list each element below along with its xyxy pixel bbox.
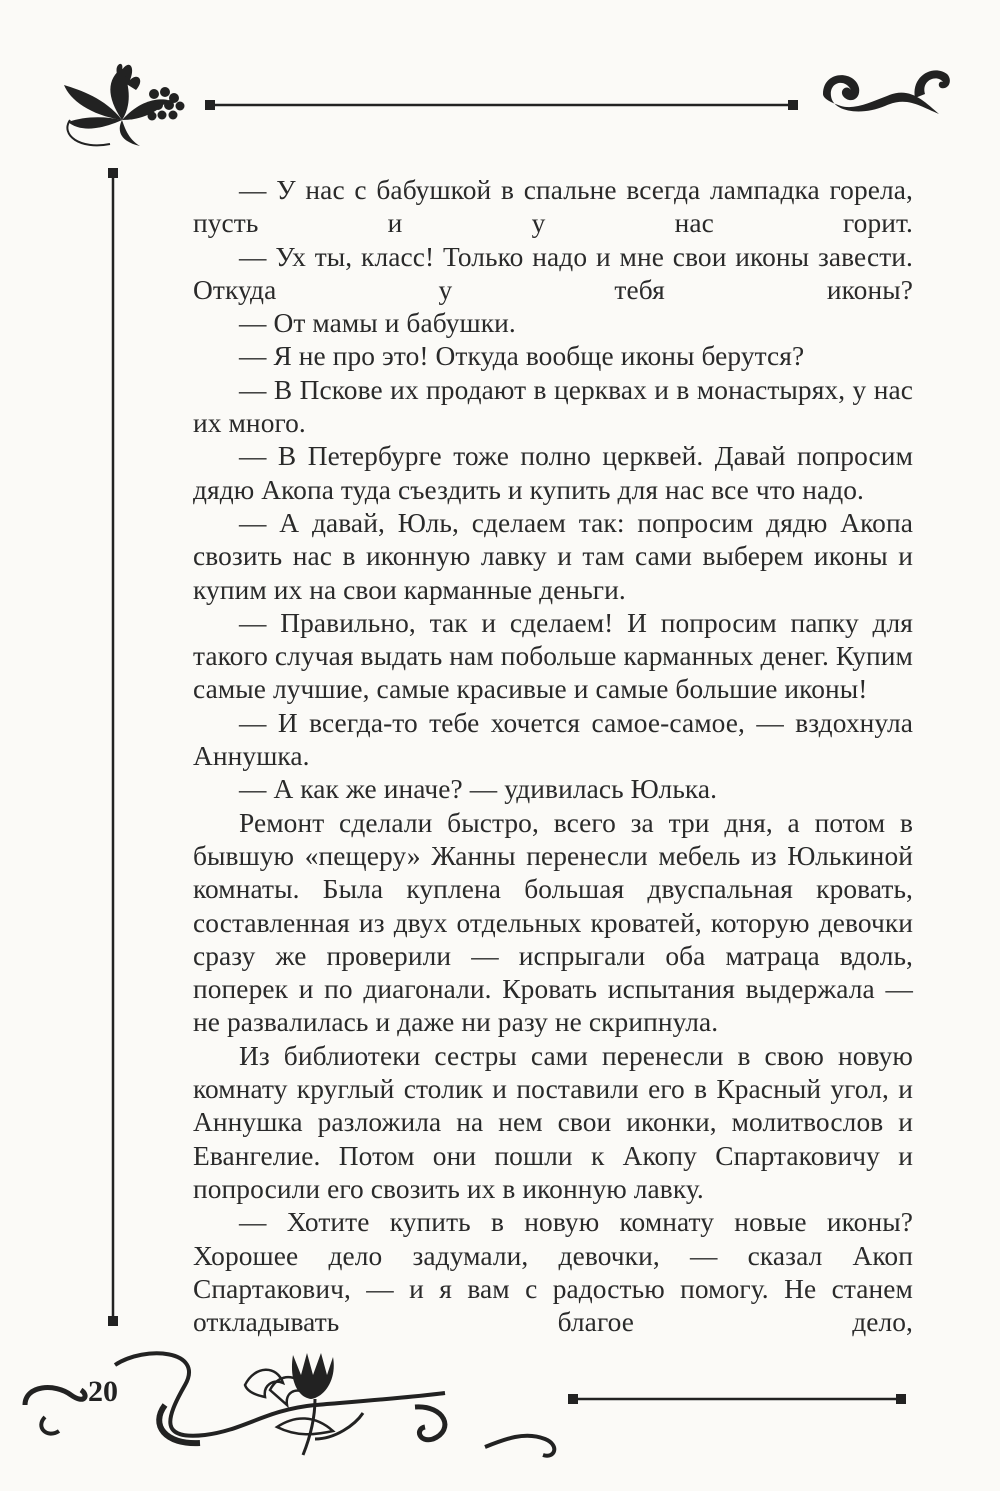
paragraph: — У нас с бабушкой в спальне всегда лампадка горела, пусть и у нас горит.	[193, 175, 913, 239]
page-text	[193, 174, 913, 1339]
paragraph: — В Пскове их продают в церквах и в монастырях, у нас их много.	[193, 374, 913, 439]
top-rule	[205, 98, 800, 112]
leaf-berry-ornament	[50, 60, 190, 160]
swirl-ornament-top-right	[815, 62, 955, 124]
paragraph: — Правильно, так и сделаем! И попросим папку для такого случая выдать нам побольше карманных денег. Купим самые лучшие, самые красивые и самые большие иконы!	[193, 607, 913, 705]
bottom-rule	[568, 1392, 908, 1406]
paragraph: Ремонт сделали быстро, всего за три дня, а потом в бывшую «пещеру» Жанны перенесли мебель из Юлькиной комнаты. Была куплена большая двуспальная кровать, составленная из двух отдельных кроватей, которую девочки сразу же проверили — испрыгали оба матраца вдоль, поперек и по диагонали. Кровать испытания выдержала — не развалилась и даже ни разу не скрипнула.	[193, 807, 913, 1038]
paragraph: — В Петербурге тоже полно церквей. Давай попросим дядю Акопа туда съездить и купить для нас все что надо.	[193, 441, 913, 505]
left-vertical-rule	[106, 168, 120, 1328]
page-number: 20	[88, 1375, 118, 1408]
paragraph: — А как же иначе? — удивилась Юлька.	[239, 774, 718, 805]
paragraph: — От мамы и бабушки.	[239, 308, 516, 339]
paragraph: Из библиотеки сестры сами перенесли в свою новую комнату круглый столик и поставили его в Красный угол, и Аннушка разложила на нем свои иконки, молитвослов и Евангелие. Потом они пошли к Акопу Спартаковичу и попросили его свозить их в иконную лавку.	[193, 1040, 913, 1204]
paragraph: — А давай, Юль, сделаем так: попросим дядю Акопа свозить нас в иконную лавку и там сами выберем иконы и купим их на свои карманные деньги.	[193, 507, 913, 605]
paragraph: — Я не про это! Откуда вообще иконы берутся?	[239, 341, 805, 372]
paragraph: — И всегда-то тебе хочется самое-самое, — вздохнула Аннушка.	[193, 707, 913, 772]
paragraph: — Ух ты, класс! Только надо и мне свои иконы завести. Откуда у тебя иконы?	[193, 241, 913, 305]
paragraph: — Хотите купить в новую комнату новые иконы? Хорошее дело задумали, девочки, — сказал Акоп Спартакович, — и я вам с радостью помогу. Не станем откладывать благое дело,	[193, 1207, 913, 1338]
